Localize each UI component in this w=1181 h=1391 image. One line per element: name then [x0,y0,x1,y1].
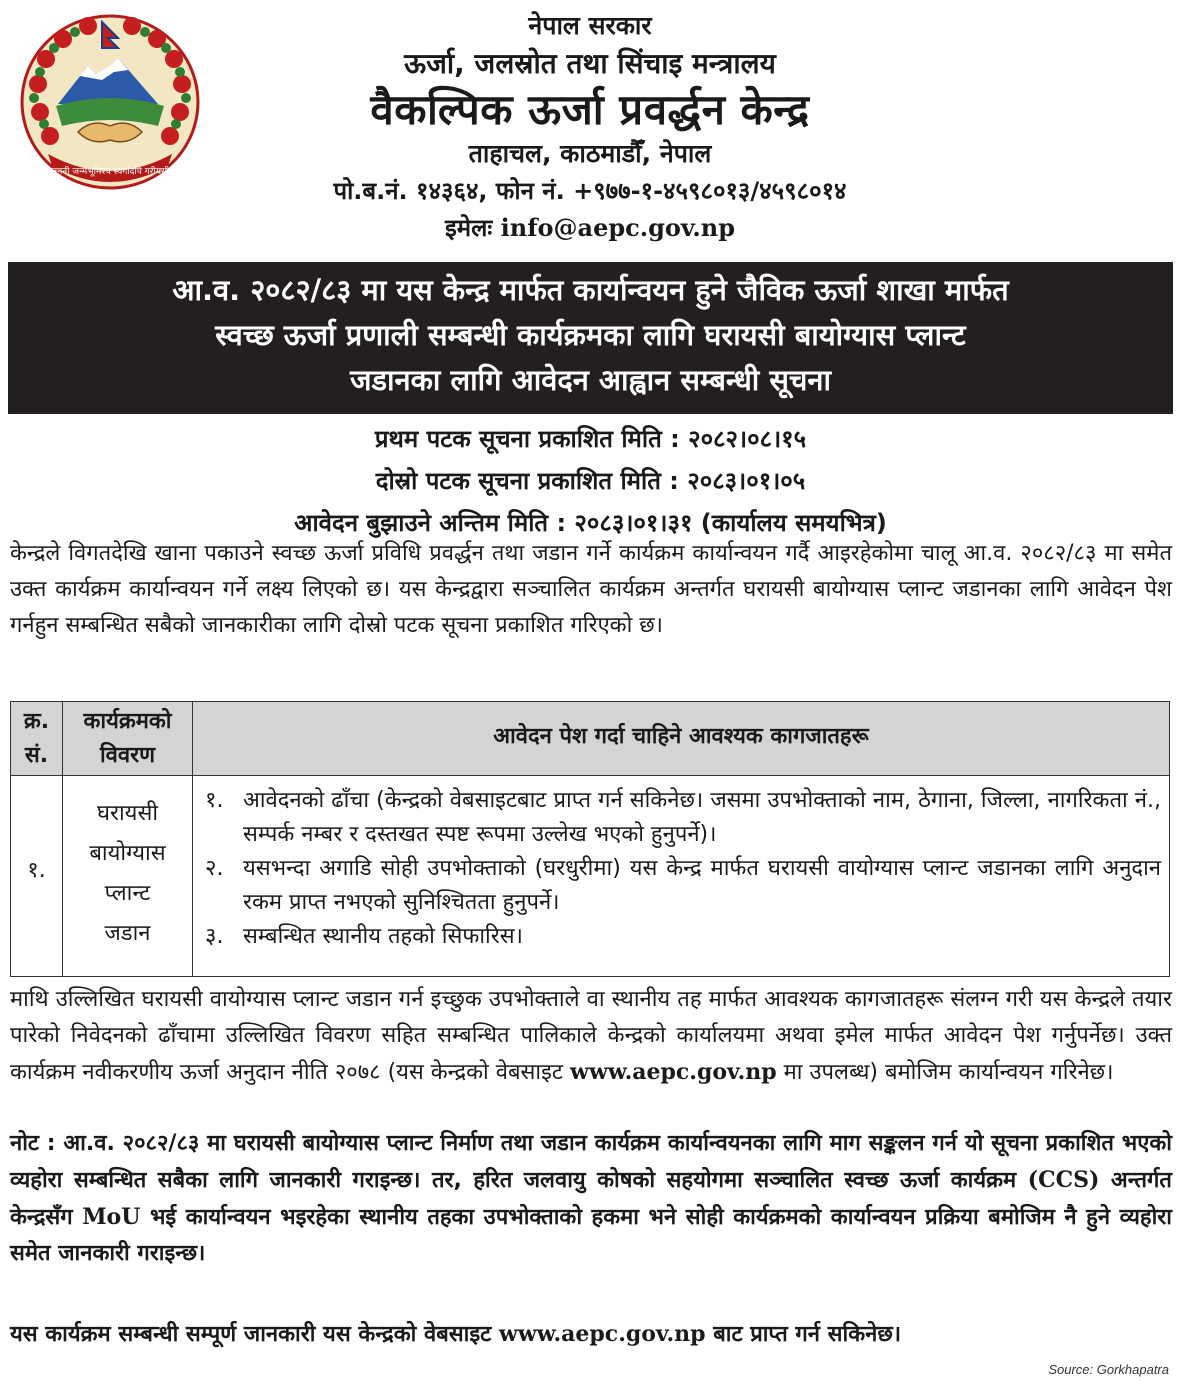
email-line [200,210,980,246]
government-name: नेपाल सरकार [528,11,652,40]
emblem-motto: जननी जन्मभूमिश्च स्वर्गादपि गरीयसी [50,167,170,177]
center-name: वैकल्पिक ऊर्जा प्रवर्द्धन केन्द्र [370,85,810,134]
body-text-end: मा उपलब्ध) बमोजिम कार्यान्वयन गरिनेछ। [783,1060,1114,1085]
requirements-table [10,701,1170,977]
requirement-item [199,852,1161,920]
requirement-number: २. [205,856,224,881]
email-address[interactable]: info@aepc.gov.np [500,213,735,242]
header-serial-line-2: सं. [24,743,49,768]
requirement-number: ३. [205,924,224,949]
row-program-line-1: घरायसी [96,801,159,826]
first-publication-date: प्रथम पटक सूचना प्रकाशित मिति : २०८२।०८।१५ [374,425,807,453]
header-documents: आवेदन पेश गर्दा चाहिने आवश्यक कागजातहरू [493,724,869,749]
contact-info: पो.ब.नं. १४३६४, फोन नं. +९७७-१-४५९८०१३/४५९८०१४ [333,177,847,205]
row-serial: १. [11,776,63,976]
final-text-end: बाट प्राप्त गर्न सकिनेछ। [713,1322,902,1347]
requirement-text: आवेदनको ढाँचा (केन्द्रको वेबसाइटबाट प्राप्त गर्न सकिनेछ। जसमा उपभोक्ताको नाम, ठेगाना, जिल्ला, नागरिकता नं., सम्पर्क नम्बर र दस्तखत स्पष्ट रूपमा उल्लेख भएको हुनुपर्ने)। [243,788,1161,847]
nepal-emblem-icon [18,14,202,198]
table-header-row [11,702,1169,776]
note-text-middle: अन्तर्गत केन्द्रसँग [10,1168,1172,1230]
mou-acronym: MoU [82,1204,141,1230]
ccs-acronym: (CCS) [1027,1167,1100,1193]
ministry-name: ऊर्जा, जलस्रोत तथा सिंचाइ मन्त्रालय [404,47,776,80]
notice-title-banner [8,262,1173,414]
table-row [11,776,1169,976]
final-text-start: यस कार्यक्रम सम्बन्धी सम्पूर्ण जानकारी यस केन्द्रको वेबसाइट [10,1322,492,1347]
requirement-number: १. [205,788,224,813]
requirement-item [199,784,1161,852]
office-address: ताहाचल, काठमाडौँ, नेपाल [468,139,712,168]
title-line-2: स्वच्छ ऊर्जा प्रणाली सम्बन्धी कार्यक्रमका लागि घरायसी बायोग्यास प्लान्ट [215,318,966,352]
publication-dates [0,418,1181,544]
source-credit: Source: Gorkhapatra [1048,1362,1169,1377]
header-lines [200,8,980,246]
requirement-text: यसभन्दा अगाडि सोही उपभोक्ताको (घरधुरीमा) यस केन्द्र मार्फत घरायसी वायोग्यास प्लान्ट जडानका लागि अनुदान रकम प्राप्त नभएको सुनिश्चितता हुनुपर्ने। [243,856,1161,915]
header-serial [11,702,63,775]
notice-header [0,0,1181,258]
header-program-line-1: कार्यक्रमको [83,709,172,734]
final-paragraph [10,1316,1172,1353]
row-program [63,776,193,976]
body-text-start: माथि उल्लिखित घरायसी वायोग्यास प्लान्ट जडान गर्न इच्छुक उपभोक्ताले वा स्थानीय तह मार्फत आवश्यक कागजातहरू संलग्न गरी यस केन्द्रले तयार पारेको निवेदनको ढाँचामा उल्लिखित विवरण सहित सम्बन्धित पालिकाले केन्द्रको कार्यालयमा अथवा इमेल मार्फत आवेदन पेश गर्नुपर्नेछ। उक्त कार्यक्रम नवीकरणीय ऊर्जा अनुदान नीति २०७८ (यस केन्द्रको वेबसाइट [10,987,1172,1085]
note-paragraph [10,1126,1172,1272]
intro-paragraph: केन्द्रले विगतदेखि खाना पकाउने स्वच्छ ऊर्जा प्रविधि प्रवर्द्धन तथा जडान गर्ने कार्यक्रम कार्यान्वयन गर्दै आइरहेकोमा चालू आ.व. २०८२/८३ मा समेत उक्त कार्यक्रम कार्यान्वयन गर्ने लक्ष्य लिएको छ। यस केन्द्रद्वारा सञ्चालित कार्यक्रम अन्तर्गत घरायसी बायोग्यास प्लान्ट जडानका लागि आवेदन पेश गर्नहुन सम्बन्धित सबैको जानकारीका लागि दोस्रो पटक सूचना प्रकाशित गरिएको छ। [10,541,1172,638]
requirement-item [199,920,1161,954]
title-line-1: आ.व. २०८२/८३ मा यस केन्द्र मार्फत कार्यान्वयन हुने जैविक ऊर्जा शाखा मार्फत [172,273,1009,307]
header-program [63,702,193,775]
row-program-line-4: जडान [104,921,151,946]
note-text-end: भई कार्यान्वयन भइरहेका स्थानीय तहका उपभोक्ताको हकमा भने सोही कार्यक्रमको कार्यान्वयन प्रक्रिया बमोजिम नै हुने व्यहोरा समेत जानकारी गराइन्छ। [10,1205,1172,1266]
second-publication-date: दोस्रो पटक सूचना प्रकाशित मिति : २०८३।०१।०५ [375,467,806,495]
requirement-text: सम्बन्धित स्थानीय तहको सिफारिस। [243,924,523,949]
website-link[interactable]: www.aepc.gov.np [570,1059,777,1085]
header-program-line-2: विवरण [99,743,156,768]
body-paragraph [10,982,1172,1091]
title-line-3: जडानका लागि आवेदन आह्वान सम्बन्धी सूचना [349,363,832,397]
application-deadline: आवेदन बुझाउने अन्तिम मिति : २०८३।०१।३१ (कार्यालय समयभित्र) [294,509,887,537]
row-program-line-3: प्लान्ट [104,881,151,906]
header-serial-line-1: क्र. [23,709,50,734]
email-label: इमेलः [445,214,493,242]
note-text-start: नोट : आ.व. २०८२/८३ मा घरायसी बायोग्यास प्लान्ट निर्माण तथा जडान कार्यक्रम कार्यान्वयनका लागि माग सङ्कलन गर्न यो सूचना प्रकाशित भएको व्यहोरा सम्बन्धित सबैका लागि जानकारी गराइन्छ। तर, हरित जलवायु कोषको सहयोगमा सञ्चालित स्वच्छ ऊर्जा कार्यक्रम [10,1131,1172,1193]
website-link[interactable]: www.aepc.gov.np [498,1321,706,1347]
row-requirements [193,776,1169,976]
row-program-line-2: बायोग्यास [89,841,166,866]
